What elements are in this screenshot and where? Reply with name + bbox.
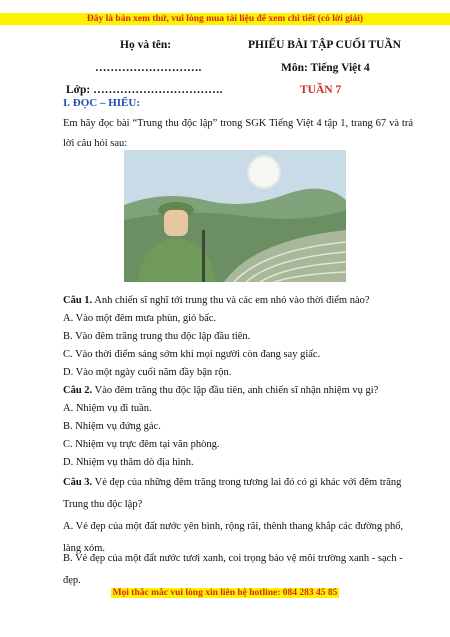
question-3	[63, 472, 413, 516]
question-2-option-b: B. Nhiệm vụ đứng gác.	[63, 421, 161, 432]
worksheet-title: PHIẾU BÀI TẬP CUỐI TUẦN	[248, 39, 401, 51]
soldier-illustration	[124, 150, 346, 282]
question-3-option-b: B. Vẻ đẹp của một đất nước tươi xanh, coi trọng bảo vệ môi trường xanh - sạch - đẹp.	[63, 553, 403, 586]
question-3-option-a: A. Vẻ đẹp của một đất nước yên bình, rộng rãi, thênh thang khắp các đường phố, làng xóm.	[63, 521, 404, 554]
question-1-option-d: D. Vào một ngày cuối năm đầy bận rộn.	[63, 367, 232, 378]
section-heading: I. ĐỌC – HIỂU:	[63, 97, 141, 109]
subject-label: Môn: Tiếng Việt 4	[281, 62, 370, 74]
question-3-text: Vẻ đẹp của những đêm trăng trong tương lai đó có gì khác với đêm trăng Trung thu độc lập?	[63, 477, 402, 510]
question-3-label: Câu 3.	[63, 477, 93, 488]
question-1-option-a: A. Vào một đêm mưa phùn, gió bấc.	[63, 313, 217, 324]
intro-paragraph: Em hãy đọc bài “Trung thu độc lập” trong SGK Tiếng Việt 4 tập 1, trang 67 và trả lời câu hỏi sau:	[63, 118, 413, 149]
question-1-option-c: C. Vào thời điểm sáng sớm khi mọi người còn đang say giấc.	[63, 349, 321, 360]
question-1-option-b: B. Vào đêm trăng trung thu độc lập đầu tiên.	[63, 331, 251, 342]
question-2	[63, 382, 413, 400]
question-2-text: Vào đêm trăng thu độc lập đầu tiên, anh chiến sĩ nhận nhiệm vụ gì?	[92, 385, 379, 396]
hotline-footer	[0, 588, 450, 598]
name-dots: ……………………….	[95, 62, 202, 74]
question-2-label: Câu 2.	[63, 385, 93, 396]
question-2-option-c: C. Nhiệm vụ trực đêm tại văn phòng.	[63, 439, 220, 450]
week-label: TUẦN 7	[300, 84, 342, 96]
question-1	[63, 292, 413, 310]
hotline-footer-text: Mọi thắc mắc vui lòng xin liên hệ hotline: 084 283 45 85	[112, 588, 338, 598]
preview-banner	[0, 13, 450, 25]
question-1-text: Anh chiến sĩ nghĩ tới trung thu và các em nhỏ vào thời điểm nào?	[92, 295, 370, 306]
question-2-option-a: A. Nhiệm vụ đi tuần.	[63, 403, 152, 414]
preview-banner-text: Đây là bản xem thử, vui lòng mua tài liệu để xem chi tiết (có lời giải)	[86, 14, 364, 24]
class-label: Lớp: …………………………….	[66, 84, 223, 96]
question-1-label: Câu 1.	[63, 295, 93, 306]
name-label: Họ và tên:	[120, 39, 172, 51]
question-2-option-d: D. Nhiệm vụ thăm dò địa hình.	[63, 457, 194, 468]
